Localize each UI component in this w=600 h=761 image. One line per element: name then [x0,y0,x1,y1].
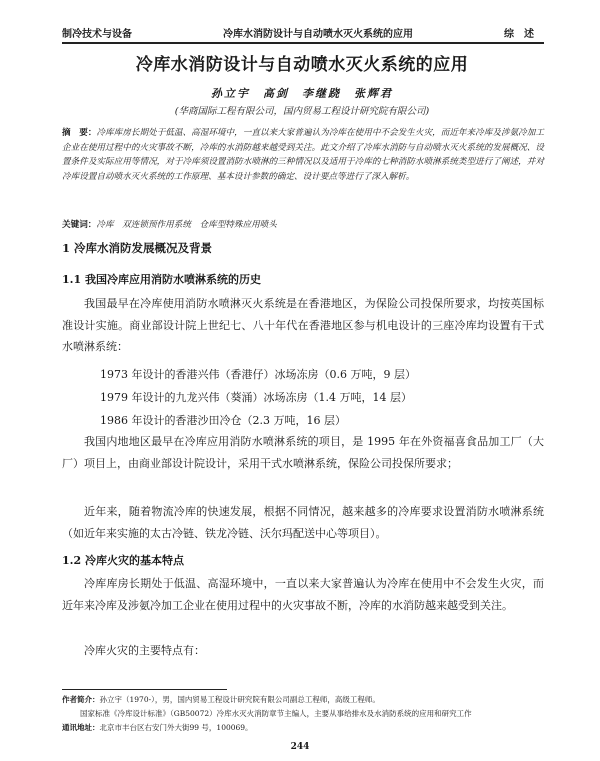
footnote-address-text: 北京市丰台区右安门外大街99 号，100069。 [99,723,253,732]
footnote-address [62,722,560,733]
section-1-1-paragraph-2: 我国内地地区最早在冷库应用消防水喷淋系统的项目，是 1995 年在外资福喜食品加工厂（大厂）项目上，由商业部设计院设计，采用干式水喷淋系统，保险公司投保所要求； [62,435,544,470]
project-list-item: 1986 年设计的香港沙田冷仓（2.3 万吨，16 层） [100,414,346,427]
keywords-text: 冷库 双连锁预作用系统 仓库型特殊应用喷头 [96,220,277,230]
running-head [62,22,544,44]
section-1-1-heading: 1.1 我国冷库应用消防水喷淋系统的历史 [62,273,261,286]
page-number: 244 [290,742,310,752]
project-list-item: 1973 年设计的香港兴伟（香港仔）冰场冻房（0.6 万吨，9 层） [100,368,416,381]
keywords [62,218,544,230]
footnote-project: 国家标准《冷库设计标准》（GB50072）冷库水灭火消防章节主编人，主要从事给排水及水消防系统的应用和研究工作 [80,709,472,718]
author-list: 孙立宇 高剑 李继跷 张辉君 [211,87,393,100]
footnote-author-label: 作者简介： [62,695,100,704]
keywords-label: 关键词： [62,220,97,230]
footnote-divider [62,689,227,690]
abstract-label: 摘 要： [62,128,97,138]
abstract-text: 冷库库房长期处于低温、高湿环境中，一直以来大家普遍认为冷库在使用中不会发生火灾，而近年来冷库及涉氨冷加工企业在使用过程中的火灾事故不断，冷库的水消防越来越受到关注。此文介绍了冷库水消防与自动喷水灭火系统的发展概况、设置条件及实际应用等情况，对于冷库须设置消防水喷淋的三种情况以及适用于冷库的七种消防水喷淋系统类型进行了阐述，并对冷库设置自动喷水灭火系统的工作原理、基本设计参数的确定、设计要点等进行了深入解析。 [62,128,544,182]
project-list-item: 1979 年设计的九龙兴伟（葵涌）冰场冻房（1.4 万吨，14 层） [100,391,412,404]
section-1-2-paragraph-2: 冷库火灾的主要特点有： [84,644,205,657]
abstract [62,126,544,184]
paper-title: 冷库水消防设计与自动喷水灭火系统的应用 [135,55,469,75]
affiliation: (华商国际工程有限公司，国内贸易工程设计研究院有限公司) [174,106,430,117]
running-head-right: 综述 [504,29,544,40]
section-1-heading: 1 冷库水消防发展概况及背景 [62,241,213,255]
running-head-left: 制冷技术与设备 [62,29,132,40]
footnote-address-label: 通讯地址： [62,723,100,732]
running-head-center: 冷库水消防设计与自动喷水灭火系统的应用 [223,29,413,40]
footnote-author-text: 孙立宇（1970-），男，国内贸易工程设计研究院有限公司副总工程师，高级工程师。 [99,695,380,704]
section-1-1-paragraph-1: 我国最早在冷库使用消防水喷淋灭火系统是在香港地区，为保险公司投保所要求，均按英国标准设计实施。商业部设计院上世纪七、八十年代在香港地区参与机电设计的三座冷库均设置有干式水喷淋系统： [62,297,544,353]
section-1-1-paragraph-3: 近年来，随着物流冷库的快速发展，根据不同情况，越来越多的冷库要求设置消防水喷淋系统（如近年来实施的太古冷链、铁龙冷链、沃尔玛配送中心等项目）。 [62,505,544,540]
section-1-2-heading: 1.2 冷库火灾的基本特点 [62,554,184,567]
footnote-author [62,694,560,705]
section-1-2-paragraph-1: 冷库库房长期处于低温、高湿环境中，一直以来大家普遍认为冷库在使用中不会发生火灾，而近年来冷库及涉氨冷加工企业在使用过程中的火灾事故不断，冷库的水消防越来越受到关注。 [62,577,544,612]
